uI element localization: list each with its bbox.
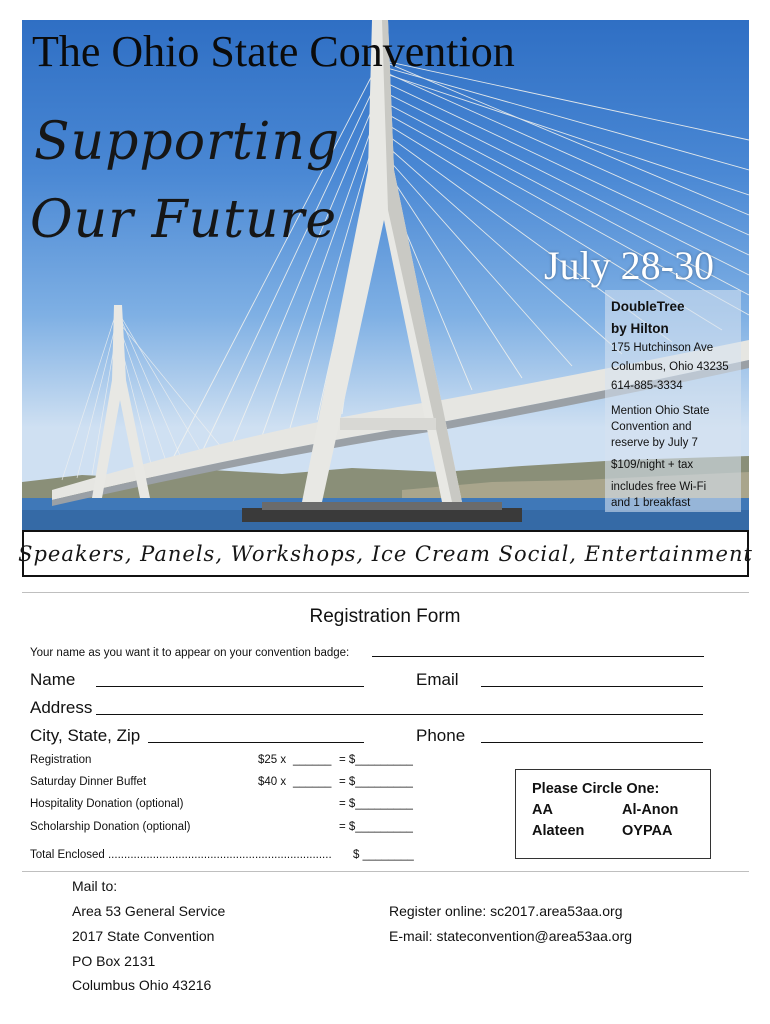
fee-total-field[interactable]: = $_________ xyxy=(339,754,413,766)
option-al-anon[interactable]: Al-Anon xyxy=(622,802,679,818)
event-date: July 28-30 xyxy=(544,243,714,288)
hotel-address1: 175 Hutchinson Ave xyxy=(611,342,714,354)
event-subtitle-line1: Supporting xyxy=(34,112,341,172)
mail-address-line: Columbus Ohio 43216 xyxy=(72,977,212,993)
address-field[interactable] xyxy=(96,714,703,715)
activities-banner xyxy=(18,530,753,577)
hotel-note2: Convention and xyxy=(611,421,692,433)
fee-label: Saturday Dinner Buffet xyxy=(30,776,147,788)
fee-total-field[interactable]: = $_________ xyxy=(339,821,413,833)
phone-field[interactable] xyxy=(481,742,703,743)
total-enclosed-field[interactable]: $ ________ xyxy=(353,849,414,861)
hotel-note3: reserve by July 7 xyxy=(611,437,698,449)
email-contact-link[interactable]: E-mail: stateconvention@area53aa.org xyxy=(389,928,633,944)
total-enclosed-label: Total Enclosed ...................................................................... xyxy=(30,849,332,861)
mail-address-line: 2017 State Convention xyxy=(72,928,215,944)
fee-label: Scholarship Donation (optional) xyxy=(30,821,191,833)
phone-label: Phone xyxy=(416,726,466,745)
form-title: Registration Form xyxy=(309,606,461,627)
circle-heading: Please Circle One: xyxy=(532,781,660,797)
name-label: Name xyxy=(30,670,76,689)
hotel-note1: Mention Ohio State xyxy=(611,405,710,417)
option-oypaa[interactable]: OYPAA xyxy=(622,823,673,839)
register-online-link[interactable]: Register online: sc2017.area53aa.org xyxy=(389,903,623,919)
badge-name-label: Your name as you want it to appear on your convention badge: xyxy=(30,647,350,659)
divider xyxy=(22,592,749,593)
hero-image xyxy=(22,20,749,530)
badge-name-field[interactable] xyxy=(372,656,704,657)
email-field[interactable] xyxy=(481,686,703,687)
hotel-name-line1: DoubleTree xyxy=(611,299,685,314)
city-state-zip-field[interactable] xyxy=(148,742,364,743)
fee-quantity-field[interactable]: ______ xyxy=(293,754,332,766)
fee-label: Registration xyxy=(30,754,92,766)
address-label: Address xyxy=(30,698,93,717)
membership-circle-box xyxy=(515,769,711,859)
hotel-name-line2: by Hilton xyxy=(611,321,669,336)
event-title: The Ohio State Convention xyxy=(32,27,515,76)
event-subtitle-line2: Our Future xyxy=(30,190,338,250)
hotel-info-box xyxy=(605,290,741,512)
activities-text: Speakers, Panels, Workshops, Ice Cream Social, Entertainment xyxy=(18,541,753,566)
hotel-phone: 614-885-3334 xyxy=(611,380,683,392)
fee-total-field[interactable]: = $_________ xyxy=(339,798,413,810)
hotel-rate: $109/night + tax xyxy=(611,459,694,471)
fee-quantity-field[interactable]: ______ xyxy=(293,776,332,788)
fee-price: $25 x xyxy=(258,754,287,766)
fee-price: $40 x xyxy=(258,776,287,788)
mail-address-line: PO Box 2131 xyxy=(72,953,156,969)
mail-to-heading: Mail to: xyxy=(72,878,118,894)
divider xyxy=(22,871,749,872)
hotel-includes1: includes free Wi-Fi xyxy=(611,481,707,493)
city-state-zip-label: City, State, Zip xyxy=(30,726,141,745)
mail-address-line: Area 53 General Service xyxy=(72,903,226,919)
fee-total-field[interactable]: = $_________ xyxy=(339,776,413,788)
email-label: Email xyxy=(416,670,459,689)
option-aa[interactable]: AA xyxy=(532,802,553,818)
fee-label: Hospitality Donation (optional) xyxy=(30,798,184,810)
hotel-includes2: and 1 breakfast xyxy=(611,497,691,509)
hotel-address2: Columbus, Ohio 43235 xyxy=(611,361,729,373)
option-alateen[interactable]: Alateen xyxy=(532,823,585,839)
name-field[interactable] xyxy=(96,686,364,687)
